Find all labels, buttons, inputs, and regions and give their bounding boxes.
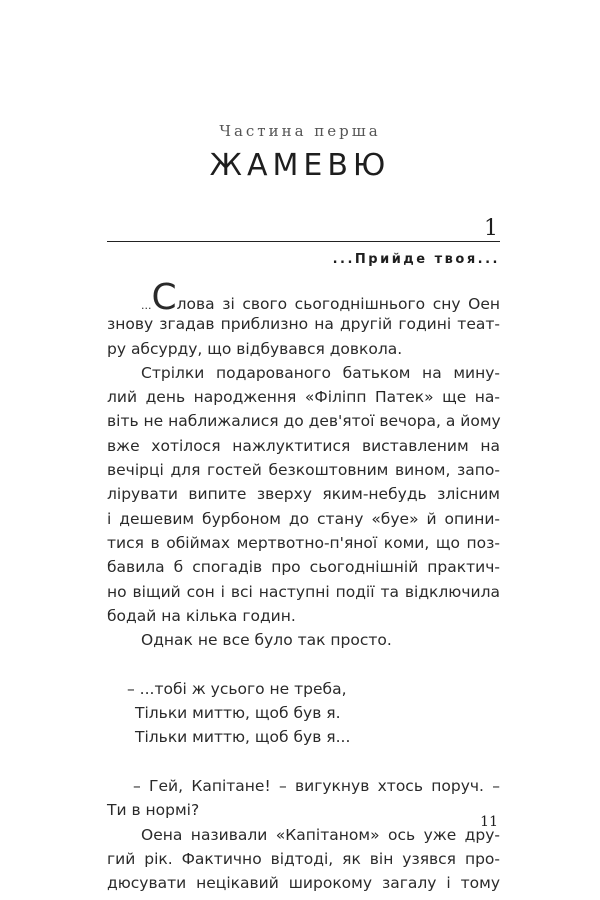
part-label: Частина перша (219, 122, 381, 140)
text-line: бавила б спогадів про сьогоднішній практич- (107, 558, 500, 577)
body-text (107, 277, 501, 895)
epigraph: ...Прийде твоя... (332, 252, 500, 267)
chapter-title: ЖАМЕВЮ (209, 148, 391, 183)
text-line: Ти в нормі? (107, 801, 200, 820)
text-line (107, 277, 500, 318)
poem-line: – ...тобі ж усього не треба, (127, 679, 347, 698)
text-line: знову згадав приблизно на другій годині теат- (107, 315, 500, 334)
poem-line: Тільки миттю, щоб був я. (135, 704, 341, 723)
ellipsis: ... (141, 299, 152, 312)
text-line: лий день народження «Філіпп Патек» ще на- (107, 388, 500, 407)
text-line: ру абсурду, що відбувався довкола. (107, 339, 403, 358)
chapter-number: 1 (484, 216, 498, 241)
text-line: Однак не все було так просто. (141, 631, 392, 650)
text-line: вечірці для гостей безкоштовним вином, запо- (107, 461, 500, 480)
text-line: Стрілки подарованого батьком на мину- (141, 363, 500, 382)
text-line: бодай на кілька годин. (107, 606, 296, 625)
text-line: Оена називали «Капітаном» ось уже дру- (141, 825, 500, 844)
text-line: тися в обіймах мертвотно-п'яної коми, що поз- (107, 533, 500, 552)
text-line: і дешевим бурбоном до стану «буе» й опини- (107, 509, 500, 528)
poem-line: Тільки миттю, щоб був я... (135, 728, 351, 747)
text-line: віть не наближалися до дев'ятої вечора, а йому (107, 412, 501, 431)
drop-cap: С (151, 277, 177, 318)
text-line: лірувати випите зверху яким-небудь злісним (107, 485, 500, 504)
text-line: но віщий сон і всі наступні події та відключила (107, 582, 500, 601)
page-number: 11 (480, 814, 498, 830)
text-line: дюсувати нецікавий широкому загалу і тому (107, 874, 500, 893)
line-text: лова зі свого сьогоднішнього сну Оен (176, 295, 500, 313)
text-line: вже хотілося нажлуктитися виставленим на (107, 436, 500, 455)
chapter-rule (107, 241, 500, 242)
text-line: – Гей, Капітане! – вигукнув хтось поруч. – (133, 776, 500, 795)
text-line: гий рік. Фактично відтоді, як він узявся про- (107, 849, 500, 868)
